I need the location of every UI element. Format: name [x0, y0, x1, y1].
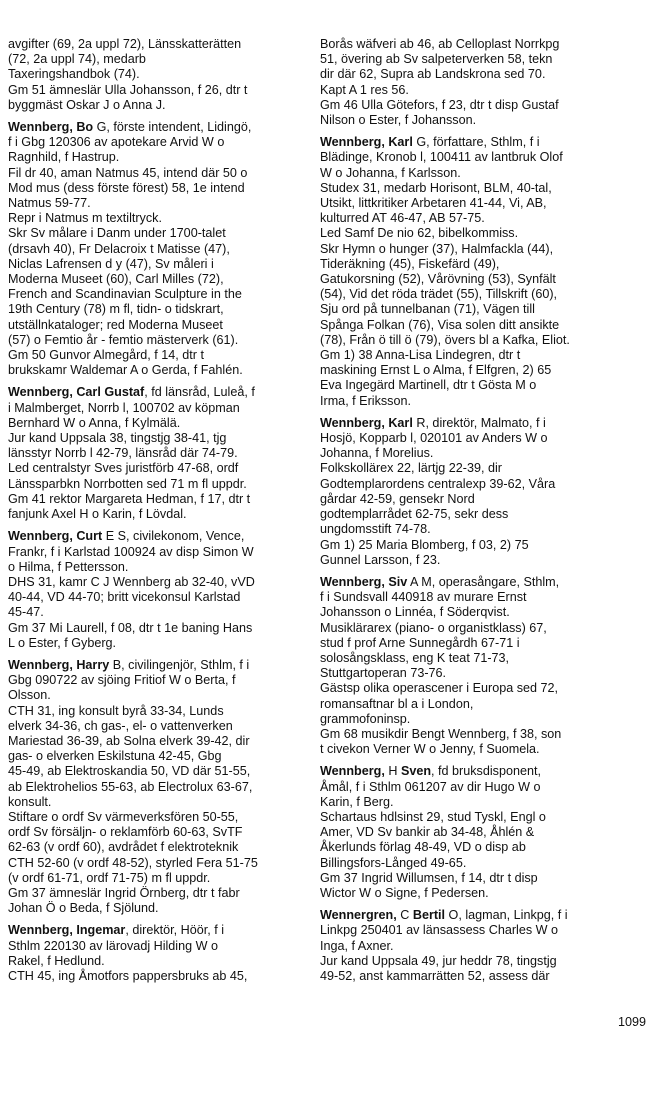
entry-text: gas- o elverken Eskilstuna 42-45, Gbg: [8, 749, 222, 764]
entry-line: [320, 333, 612, 348]
entry-text: Wictor W o Signe, f Pedersen.: [320, 885, 489, 900]
entry-text: Rakel, f Hedlund.: [8, 953, 105, 968]
entry-text: i Malmberget, Norrb l, 100702 av köpman: [8, 400, 240, 415]
entry-text: Gm 37 ämneslär Ingrid Örnberg, dtr t fabr: [8, 885, 240, 900]
entry-text: Skr Hymn o hunger (37), Halmfackla (44),: [320, 241, 554, 256]
entry-text: DHS 31, kamr C J Wennberg ab 32-40, vVD: [8, 574, 255, 589]
biography-entry: [8, 385, 300, 522]
entry-line: [320, 477, 612, 492]
entry-line: [8, 431, 300, 446]
entry-line: [8, 401, 300, 416]
entry-line: [8, 302, 300, 317]
entry-text: Jur kand Uppsala 38, tingstjg 38-41, tjg: [8, 431, 227, 446]
entry-text: Taxeringshandbok (74).: [8, 67, 140, 82]
entry-line: [8, 477, 300, 492]
entry-line: [320, 211, 612, 226]
entry-text: Musiklärarex (piano- o organistklass) 67,: [320, 620, 547, 635]
entry-line: [320, 923, 612, 938]
entry-line: [8, 764, 300, 779]
biography-entry: [8, 529, 300, 651]
entry-line: [320, 908, 612, 923]
entry-line: [8, 492, 300, 507]
entry-line: [320, 605, 612, 620]
entry-line: [8, 621, 300, 636]
entry-text: Billingsfors-Långed 49-65.: [320, 855, 467, 870]
biography-entry: [8, 658, 300, 916]
entry-text: Niclas Lafrensen d y (47), Sv måleri i: [8, 256, 214, 271]
entry-line: [8, 923, 300, 938]
entry-line: [320, 318, 612, 333]
entry-text: Schartaus hdlsinst 29, stud Tyskl, Engl o: [320, 809, 546, 824]
biography-entry: [320, 37, 612, 128]
entry-line: [8, 52, 300, 67]
entry-text: grammofoninsp.: [320, 711, 411, 726]
entry-line: [320, 939, 612, 954]
entry-line: [320, 538, 612, 553]
entry-line: [8, 901, 300, 916]
entry-text: Gm 41 rektor Margareta Hedman, f 17, dtr t: [8, 491, 251, 506]
entry-line: [320, 954, 612, 969]
entry-text: godtemplarrådet 62-75, sekr dess: [320, 507, 509, 522]
entry-line: [320, 697, 612, 712]
entry-line: [320, 378, 612, 393]
entry-line: [8, 545, 300, 560]
entry-text: Gm 1) 25 Maria Blomberg, f 03, 2) 75: [320, 537, 529, 552]
entry-line: [8, 67, 300, 82]
entry-line: [8, 507, 300, 522]
entry-line: [8, 969, 300, 984]
entry-text: Gunnel Larsson, f 23.: [320, 552, 441, 567]
entry-line: [8, 385, 300, 400]
entry-line: [8, 135, 300, 150]
entry-line: [320, 636, 612, 651]
entry-text: 19th Century (78) m fl, tidn- o tidskrart,: [8, 302, 224, 317]
entry-text: brukskamr Waldemar A o Gerda, f Fahlén.: [8, 363, 243, 378]
entry-line: [8, 120, 300, 135]
entry-text: Gästsp olika operascener i Europa sed 72,: [320, 681, 559, 696]
entry-text: fanjunk Axel H o Karin, f Lövdal.: [8, 507, 187, 522]
entry-line: [320, 681, 612, 696]
entry-line: [8, 257, 300, 272]
entry-text: R, direktör, Malmato, f i: [412, 415, 546, 430]
entry-text: Linkpg 250401 av länsassess Charles W o: [320, 923, 559, 938]
entry-text: ungdomsstift 74-78.: [320, 522, 431, 537]
entry-line: [320, 871, 612, 886]
entry-line: [8, 181, 300, 196]
entry-line: [320, 394, 612, 409]
entry-text: (78), Från ö till ö (79), övers bl a Kafka, Eliot.: [320, 332, 570, 347]
entry-line: [320, 553, 612, 568]
entry-text: Gm 37 Mi Laurell, f 08, dtr t 1e baning Hans: [8, 620, 253, 635]
entry-text: Amer, VD Sv bankir ab 34-48, Åhlén &: [320, 825, 535, 840]
entry-line: [320, 363, 612, 378]
entry-line: [8, 166, 300, 181]
entry-line: [8, 37, 300, 52]
entry-name: Wennberg, Karl: [320, 135, 413, 150]
entry-text: Repr i Natmus m textiltryck.: [8, 211, 162, 226]
biography-entry: [320, 575, 612, 757]
entry-text: solosångsklass, eng K teat 71-73,: [320, 650, 510, 665]
entry-line: [8, 810, 300, 825]
entry-text: Mariestad 36-39, ab Solna elverk 39-42, dir: [8, 733, 250, 748]
entry-text: Gm 46 Ulla Götefors, f 23, dtr t disp Gustaf: [320, 97, 559, 112]
entry-text: W o Johanna, f Karlsson.: [320, 165, 461, 180]
entry-line: [320, 810, 612, 825]
entry-text: Gatukorsning (52), Vårövning (53), Synfält: [320, 272, 556, 287]
entry-line: [8, 605, 300, 620]
entry-line: [8, 318, 300, 333]
entry-line: [320, 856, 612, 871]
entry-line: [320, 742, 612, 757]
entry-line: [8, 272, 300, 287]
entry-line: [320, 590, 612, 605]
entry-text: 62-63 (v ordf 60), avdrådet f elektroteknik: [8, 840, 239, 855]
entry-text: 51, övering ab Sv salpeterverken 58, tekn: [320, 52, 553, 67]
entry-text: H: [384, 764, 401, 779]
entry-text: Gm 37 Ingrid Willumsen, f 14, dtr t disp: [320, 870, 538, 885]
entry-text: Mod mus (dess förste förest) 58, 1e intend: [8, 180, 245, 195]
entry-line: [320, 113, 612, 128]
entry-text: Blädinge, Kronob l, 100411 av lantbruk Olof: [320, 150, 563, 165]
entry-name: Wennberg, Carl Gustaf: [8, 385, 145, 400]
page-number: 1099: [617, 1015, 646, 1029]
entry-text: Stuttgartoperan 73-76.: [320, 666, 447, 681]
entry-text: byggmäst Oskar J o Anna J.: [8, 97, 166, 112]
entry-line: [8, 416, 300, 431]
entry-line: [8, 446, 300, 461]
entry-line: [8, 825, 300, 840]
left-column: [8, 37, 300, 991]
entry-text: C: [396, 908, 413, 923]
entry-line: [8, 734, 300, 749]
entry-line: [8, 636, 300, 651]
entry-line: [320, 257, 612, 272]
entry-text: 45-47.: [8, 605, 44, 620]
entry-name: Wennergren,: [320, 908, 397, 923]
entry-line: [8, 886, 300, 901]
entry-line: [320, 840, 612, 855]
entry-line: [320, 446, 612, 461]
entry-line: [320, 712, 612, 727]
entry-line: [8, 871, 300, 886]
entry-text: E S, civilekonom, Vence,: [102, 529, 245, 544]
entry-line: [320, 287, 612, 302]
entry-text: O, lagman, Linkpg, f i: [445, 908, 568, 923]
entry-line: [8, 83, 300, 98]
entry-text: A M, operasångare, Sthlm,: [407, 574, 560, 589]
entry-text: French and Scandinavian Sculpture in the: [8, 287, 242, 302]
entry-text: 40-44, VD 44-70; britt vicekonsul Karlstad: [8, 590, 241, 605]
entry-text: Borås wäfveri ab 46, ab Celloplast Norrkpg: [320, 37, 560, 51]
entry-line: [8, 242, 300, 257]
entry-line: [8, 856, 300, 871]
entry-name: Wennberg, Harry: [8, 657, 110, 672]
entry-line: [320, 666, 612, 681]
entry-text: Karin, f Berg.: [320, 794, 394, 809]
entry-text: Led Samf De nio 62, bibelkommiss.: [320, 226, 519, 241]
entry-text: , fd bruksdisponent,: [431, 764, 541, 779]
entry-line: [8, 688, 300, 703]
entry-text: L o Ester, f Gyberg.: [8, 635, 117, 650]
entry-text: CTH 31, ing konsult byrå 33-34, Lunds: [8, 703, 224, 718]
entry-text: (v ordf 61-71, ordf 71-75) m fl uppdr.: [8, 870, 211, 885]
entry-line: [320, 302, 612, 317]
entry-text: dir där 62, Supra ab Landskrona sed 70.: [320, 67, 546, 82]
entry-line: [320, 764, 612, 779]
entry-text: B, civilingenjör, Sthlm, f i: [109, 657, 250, 672]
entry-name: Wennberg, Bo: [8, 120, 94, 135]
entry-text: ab Elektrohelios 55-63, ab Electrolux 63-67,: [8, 779, 253, 794]
entry-text: Skr Sv målare i Danm under 1700-talet: [8, 226, 226, 241]
entry-text: Gm 68 musikdir Bengt Wennberg, f 38, son: [320, 726, 562, 741]
entry-line: [8, 333, 300, 348]
entry-line: [320, 196, 612, 211]
entry-text: Jur kand Uppsala 49, jur heddr 78, tingstjg: [320, 953, 557, 968]
entry-text: Stiftare o ordf Sv värmeverksfören 50-55,: [8, 809, 239, 824]
entry-line: [8, 363, 300, 378]
entry-text: o Hilma, f Pettersson.: [8, 559, 129, 574]
entry-line: [320, 37, 612, 52]
entry-line: [8, 719, 300, 734]
entry-line: [320, 522, 612, 537]
entry-line: [320, 651, 612, 666]
entry-name: Wennberg, Curt: [8, 529, 103, 544]
entry-line: [8, 226, 300, 241]
entry-name: Sven: [400, 764, 432, 779]
biography-entry: [320, 764, 612, 901]
entry-line: [8, 529, 300, 544]
entry-text: 49-52, anst kammarrätten 52, assess där: [320, 968, 550, 983]
entry-text: Gm 51 ämneslär Ulla Johansson, f 26, dtr t: [8, 82, 248, 97]
entry-text: Åkerlunds förlag 48-49, VD o disp ab: [320, 840, 526, 855]
entry-line: [8, 211, 300, 226]
entry-name: Wennberg,: [320, 764, 385, 779]
entry-text: maskining Ernst L o Alma, f Elfgren, 2) 65: [320, 363, 552, 378]
entry-text: Fil dr 40, aman Natmus 45, intend där 50 o: [8, 165, 248, 180]
entry-text: (drsavh 40), Fr Delacroix t Matisse (47),: [8, 241, 230, 256]
entry-text: 45-49, ab Elektroskandia 50, VD där 51-55,: [8, 764, 251, 779]
entry-text: Nilson o Ester, f Johansson.: [320, 113, 477, 128]
biography-entry: [8, 923, 300, 984]
entry-text: konsult.: [8, 794, 52, 809]
entry-text: avgifter (69, 2a uppl 72), Länsskatterätten: [8, 37, 242, 51]
biography-entry: [320, 135, 612, 409]
entry-text: Johansson o Linnéa, f Söderqvist.: [320, 605, 510, 620]
entry-line: [320, 83, 612, 98]
entry-line: [320, 492, 612, 507]
entry-text: (54), Vid det röda trädet (55), Tillskrift (60),: [320, 287, 558, 302]
entry-text: Godtemplarordens centralexp 39-62, Våra: [320, 476, 556, 491]
right-column: [320, 37, 612, 991]
entry-line: [320, 825, 612, 840]
biography-entry: [8, 37, 300, 113]
entry-text: elverk 34-36, ch gas-, el- o vattenverken: [8, 718, 233, 733]
entry-line: [8, 461, 300, 476]
entry-text: G, författare, Sthlm, f i: [412, 135, 540, 150]
entry-line: [320, 727, 612, 742]
entry-text: Olsson.: [8, 688, 51, 703]
entry-text: Länssparbkn Norrbotten sed 71 m fl uppdr.: [8, 476, 247, 491]
entry-text: Led centralstyr Sves juristförb 47-68, ordf: [8, 461, 239, 476]
entry-text: Eva Ingegärd Martinell, dtr t Gösta M o: [320, 378, 537, 393]
entry-text: Frankr, f i Karlstad 100924 av disp Simon W: [8, 544, 254, 559]
entry-line: [8, 560, 300, 575]
entry-line: [320, 431, 612, 446]
entry-text: Folkskollärex 22, lärtjg 22-39, dir: [320, 461, 502, 476]
entry-text: G, förste intendent, Lidingö,: [93, 120, 252, 135]
entry-line: [320, 135, 612, 150]
entry-text: , fd länsråd, Luleå, f: [144, 385, 255, 400]
entry-line: [8, 575, 300, 590]
entry-text: f i Sundsvall 440918 av murare Ernst: [320, 590, 527, 605]
entry-text: Spånga Folkan (76), Visa solen ditt ansikte: [320, 317, 560, 332]
entry-line: [320, 575, 612, 590]
entry-line: [8, 673, 300, 688]
entry-text: länsstyr Norrb l 42-79, länsråd där 74-79.: [8, 446, 238, 461]
entry-line: [8, 939, 300, 954]
entry-text: , direktör, Höör, f i: [125, 923, 225, 938]
entry-line: [320, 461, 612, 476]
entry-text: Ragnhild, f Hastrup.: [8, 150, 120, 165]
entry-text: Irma, f Eriksson.: [320, 393, 411, 408]
entry-text: kulturred AT 46-47, AB 57-75.: [320, 211, 485, 226]
entry-text: Gbg 090722 av sjöing Fritiof W o Berta, f: [8, 673, 236, 688]
entry-text: Natmus 59-77.: [8, 196, 91, 211]
entry-text: Gm 50 Gunvor Almegård, f 14, dtr t: [8, 348, 204, 363]
biography-entry: [8, 120, 300, 378]
entry-line: [320, 166, 612, 181]
entry-text: Inga, f Axner.: [320, 938, 394, 953]
entry-text: ordf Sv försäljn- o reklamförb 60-63, SvTF: [8, 825, 243, 840]
entry-line: [320, 795, 612, 810]
entry-text: Johanna, f Morelius.: [320, 446, 434, 461]
entry-name: Wennberg, Siv: [320, 574, 408, 589]
entry-text: Bernhard W o Anna, f Kylmälä.: [8, 415, 181, 430]
entry-line: [320, 780, 612, 795]
entry-line: [320, 242, 612, 257]
entry-text: (57) o Femtio år - femtio mästerverk (61).: [8, 332, 239, 347]
entry-line: [320, 886, 612, 901]
entry-text: Gm 1) 38 Anna-Lisa Lindegren, dtr t: [320, 348, 521, 363]
entry-line: [8, 590, 300, 605]
entry-line: [8, 98, 300, 113]
entry-name: Bertil: [412, 908, 446, 923]
entry-text: romansaftnar bl a i London,: [320, 696, 474, 711]
entry-text: Hosjö, Kopparb l, 020101 av Anders W o: [320, 431, 548, 446]
entry-name: Wennberg, Ingemar: [8, 923, 126, 938]
entry-line: [8, 704, 300, 719]
entry-line: [320, 348, 612, 363]
entry-line: [8, 780, 300, 795]
biography-entry: [320, 908, 612, 984]
entry-line: [8, 658, 300, 673]
entry-line: [320, 67, 612, 82]
entry-text: Johan Ö o Beda, f Sjölund.: [8, 901, 159, 916]
entry-line: [320, 226, 612, 241]
entry-text: CTH 45, ing Åmotfors pappersbruks ab 45,: [8, 968, 248, 983]
entry-name: Wennberg, Karl: [320, 415, 413, 430]
entry-text: Sthlm 220130 av lärovadj Hilding W o: [8, 938, 219, 953]
entry-line: [320, 181, 612, 196]
entry-text: Tideräkning (45), Fiskefärd (49),: [320, 256, 500, 271]
entry-line: [320, 621, 612, 636]
entry-line: [8, 348, 300, 363]
entry-text: Studex 31, medarb Horisont, BLM, 40-tal,: [320, 180, 552, 195]
entry-line: [8, 196, 300, 211]
entry-text: Åmål, f i Sthlm 061207 av dir Hugo W o: [320, 779, 541, 794]
entry-line: [320, 272, 612, 287]
entry-text: t civekon Verner W o Jenny, f Suomela.: [320, 742, 540, 757]
entry-text: Moderna Museet (60), Carl Milles (72),: [8, 272, 224, 287]
entry-text: Utsikt, littkritiker Arbetaren 41-44, Vi, AB,: [320, 196, 547, 211]
entry-line: [8, 840, 300, 855]
entry-text: utställnkataloger; red Moderna Museet: [8, 317, 223, 332]
entry-line: [8, 954, 300, 969]
entry-line: [8, 287, 300, 302]
entry-line: [8, 150, 300, 165]
entry-line: [320, 52, 612, 67]
entry-line: [8, 749, 300, 764]
entry-line: [320, 416, 612, 431]
entry-line: [320, 98, 612, 113]
entry-text: Kapt A 1 res 56.: [320, 82, 409, 97]
entry-text: CTH 52-60 (v ordf 48-52), styrled Fera 51-75: [8, 855, 258, 870]
entry-text: stud f prof Arne Sunnegårdh 67-71 i: [320, 635, 520, 650]
biography-entry: [320, 416, 612, 568]
entry-line: [8, 795, 300, 810]
entry-text: f i Gbg 120306 av apotekare Arvid W o: [8, 135, 225, 150]
entry-line: [320, 969, 612, 984]
entry-text: (72, 2a uppl 74), medarb: [8, 52, 146, 67]
entry-text: gårdar 42-59, gensekr Nord: [320, 491, 475, 506]
entry-line: [320, 150, 612, 165]
entry-line: [320, 507, 612, 522]
entry-text: Sju ord på tunnelbanan (71), Vägen till: [320, 302, 535, 317]
